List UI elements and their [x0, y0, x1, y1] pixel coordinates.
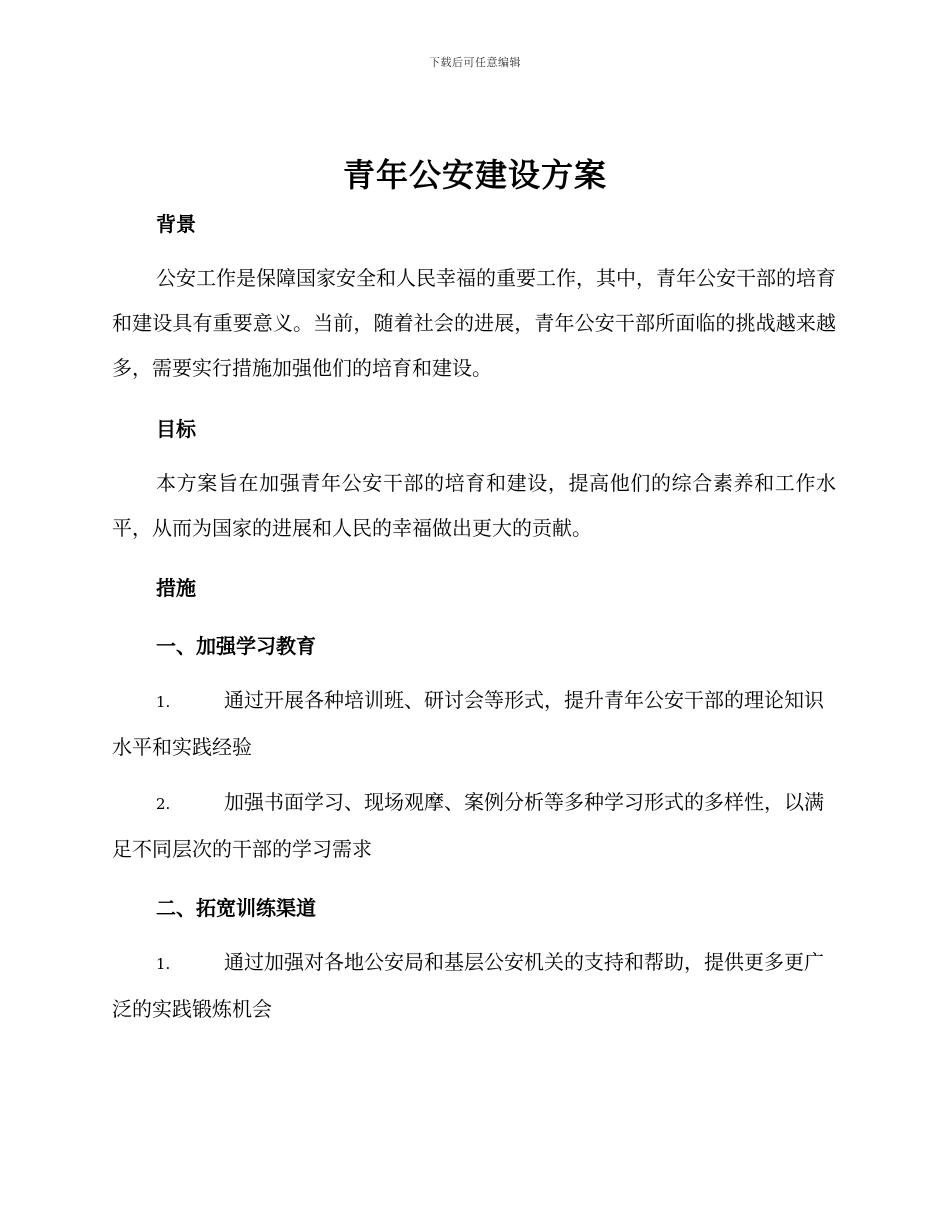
list-item: [112, 940, 836, 1032]
list-item: [112, 780, 836, 872]
list-item-text: 加强书面学习、现场观摩、案例分析等多种学习形式的多样性，以满足不同层次的干部的学习需求: [112, 790, 824, 861]
section-heading-measures: 措施: [156, 576, 196, 600]
section-heading-goal: 目标: [156, 417, 196, 441]
subsection-heading-study: 一、加强学习教育: [156, 634, 316, 658]
header-note: 下载后可任意编辑: [429, 56, 521, 69]
list-item-text: 通过加强对各地公安局和基层公安机关的支持和帮助，提供更多更广泛的实践锻炼机会: [112, 950, 824, 1021]
list-item-number: 1.: [156, 693, 171, 711]
list-item-number: 1.: [156, 955, 171, 973]
document-title: 青年公安建设方案: [342, 156, 607, 194]
paragraph-goal: 本方案旨在加强青年公安干部的培育和建设，提高他们的综合素养和工作水平，从而为国家的进展和人民的幸福做出更大的贡献。: [112, 471, 836, 540]
list-item-text: 通过开展各种培训班、研讨会等形式，提升青年公安干部的理论知识水平和实践经验: [112, 688, 824, 759]
section-heading-background: 背景: [156, 212, 196, 236]
subsection-heading-training: 二、拓宽训练渠道: [156, 896, 316, 920]
list-item: [112, 678, 836, 770]
paragraph-background: 公安工作是保障国家安全和人民幸福的重要工作，其中，青年公安干部的培育和建设具有重要意义。当前，随着社会的进展，青年公安干部所面临的挑战越来越多，需要实行措施加强他们的培育和建设。: [112, 266, 836, 380]
list-item-number: 2.: [156, 795, 171, 813]
